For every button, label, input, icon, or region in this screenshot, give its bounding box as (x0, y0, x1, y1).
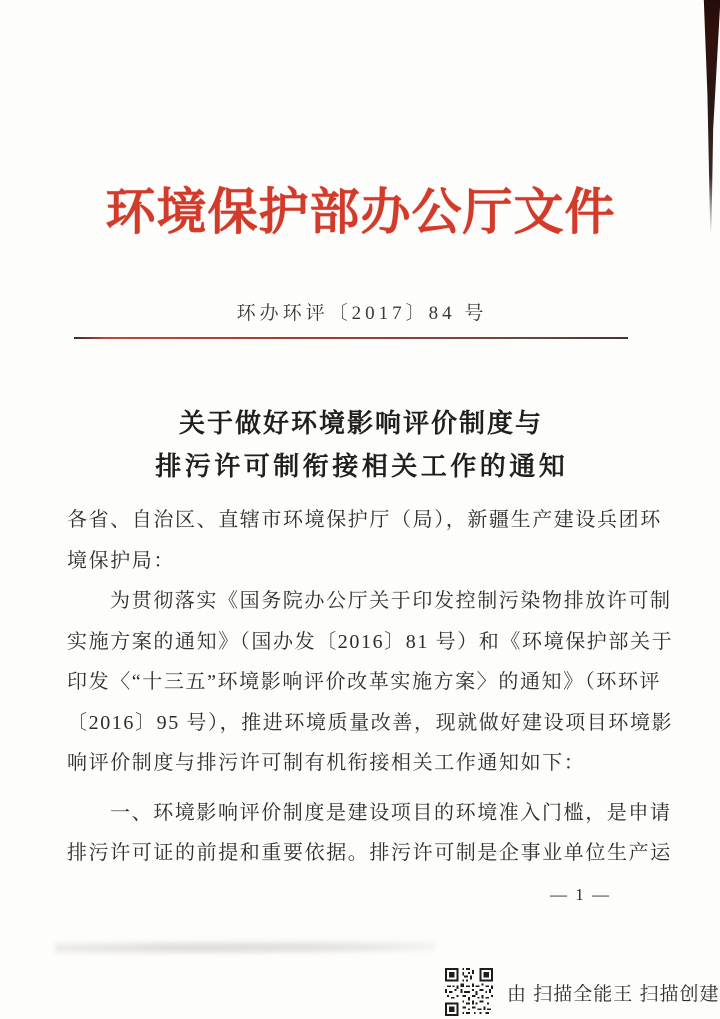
notice-title (0, 402, 720, 488)
notice-title-line2: 排污许可制衔接相关工作的通知 (155, 452, 569, 481)
body-text-line: 〔2016〕95 号），推进环境质量改善，现就做好建设项目环境影 (67, 711, 674, 734)
document-body (67, 500, 674, 874)
document-header-title: 环境保护部办公厅文件 (105, 184, 616, 240)
body-text-line: 各省、自治区、直辖市环境保护厅（局），新疆生产建设兵团环 (67, 509, 662, 531)
notice-title-line1: 关于做好环境影响评价制度与 (178, 409, 543, 438)
body-text-line: 为贯彻落实《国务院办公厅关于印发控制污染物排放许可制 (110, 590, 672, 612)
body-text-line: 响评价制度与排污许可制有机衔接相关工作通知如下： (67, 752, 586, 774)
scan-watermark (445, 968, 720, 1016)
scan-smudge-artifact (55, 940, 435, 956)
body-text-line: 实施方案的通知》（国办发〔2016〕81 号）和《环境保护部关于 (67, 630, 674, 653)
qr-code-icon (445, 968, 493, 1016)
body-text-line: 排污许可证的前提和重要依据。排污许可制是企事业单位生产运 (67, 842, 672, 864)
scan-credit-text: 由 扫描全能王 扫描创建 (507, 983, 720, 1005)
body-text-line: 境保护局： (67, 549, 175, 572)
page-number: — 1 — (550, 885, 611, 904)
document-number: 环办环评〔2017〕84 号 (236, 303, 488, 324)
body-text-line: 一、环境影响评价制度是建设项目的环境准入门槛，是申请 (110, 801, 672, 824)
body-text-line: 印发〈“十三五”环境影响评价改革实施方案〉的通知》（环环评 (67, 671, 662, 693)
header-divider-rule (74, 337, 628, 339)
